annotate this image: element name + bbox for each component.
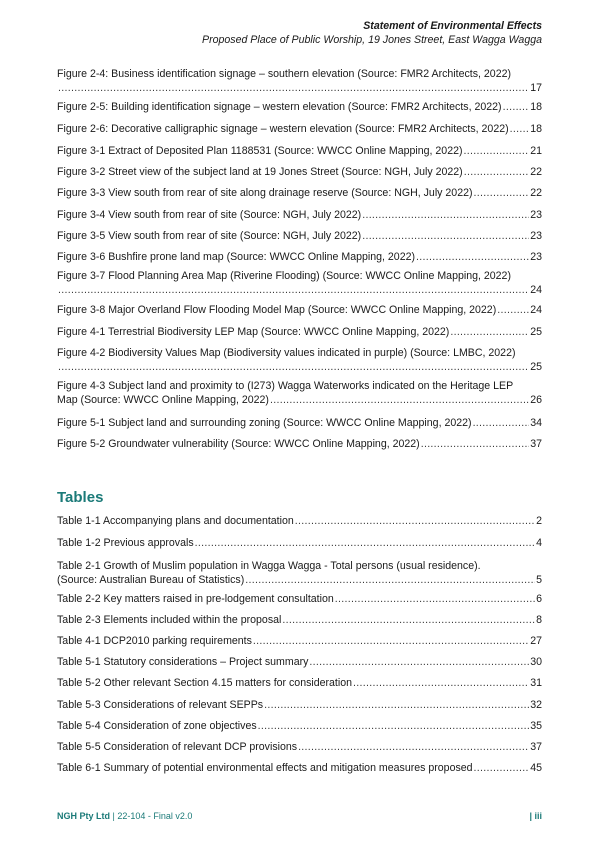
toc-page-number: 31 — [530, 677, 542, 689]
toc-page-number: 24 — [530, 283, 542, 296]
dot-leader — [416, 251, 529, 265]
toc-page-number: 26 — [530, 393, 542, 406]
dot-leader — [362, 230, 529, 244]
toc-entry[interactable] — [57, 209, 542, 223]
dot-leader — [258, 720, 530, 734]
document-title: Statement of Environmental Effects — [363, 20, 542, 32]
toc-entry-text: Table 2-2 Key matters raised in pre-lodgement consultation — [57, 593, 334, 605]
toc-entry[interactable] — [57, 326, 542, 340]
toc-entry[interactable] — [57, 68, 542, 95]
toc-page-number: 18 — [530, 101, 542, 113]
toc-page-number: 8 — [536, 614, 542, 626]
toc-entry[interactable] — [57, 537, 542, 551]
dot-leader — [362, 209, 529, 223]
toc-entry-text: Figure 3-4 View south from rear of site (Source: NGH, July 2022) — [57, 209, 362, 221]
toc-page-number: 22 — [530, 166, 542, 178]
dot-leader — [309, 656, 529, 670]
toc-entry[interactable] — [57, 417, 542, 431]
page-footer — [57, 811, 542, 821]
toc-entry-text: Figure 3-8 Major Overland Flow Flooding Model Map (Source: WWCC Online Mapping, 2022) — [57, 304, 497, 316]
toc-page-number: 21 — [530, 145, 542, 157]
dot-leader — [253, 635, 529, 649]
toc-entry[interactable] — [57, 762, 542, 776]
toc-entry-text: Figure 4-1 Terrestrial Biodiversity LEP Map (Source: WWCC Online Mapping, 2022) — [57, 326, 450, 338]
toc-entry-text: Figure 3-5 View south from rear of site (Source: NGH, July 2022) — [57, 230, 362, 242]
toc-entry[interactable] — [57, 656, 542, 670]
toc-entry-text: Table 1-2 Previous approvals — [57, 537, 194, 549]
dot-leader — [473, 417, 530, 431]
toc-entry-text: Figure 2-5: Building identification signage – western elevation (Source: FMR2 Architects, 2022) — [57, 101, 502, 113]
toc-page-number: 25 — [530, 360, 542, 373]
toc-entry-text: Figure 2-4: Business identification signage – southern elevation (Source: FMR2 Architects, 2022) — [57, 68, 512, 80]
dot-leader — [245, 574, 535, 588]
dot-leader — [497, 304, 529, 318]
toc-entry[interactable] — [57, 677, 542, 691]
toc-entry[interactable] — [57, 614, 542, 628]
toc-entry-text: (Source: Australian Bureau of Statistics) — [57, 573, 245, 586]
toc-page-number: 24 — [530, 304, 542, 316]
toc-entry[interactable] — [57, 304, 542, 318]
toc-entry[interactable] — [57, 560, 542, 587]
toc-entry-text: Figure 3-2 Street view of the subject land at 19 Jones Street (Source: NGH, July 2022) — [57, 166, 463, 178]
document-subtitle: Proposed Place of Public Worship, 19 Jones Street, East Wagga Wagga — [202, 34, 542, 46]
toc-page-number: 35 — [530, 720, 542, 732]
toc-page-number: 2 — [536, 515, 542, 527]
toc-page-number: 17 — [530, 81, 542, 94]
toc-entry[interactable] — [57, 166, 542, 180]
toc-entry[interactable] — [57, 438, 542, 452]
toc-page-number: 27 — [530, 635, 542, 647]
toc-entry[interactable] — [57, 741, 542, 755]
toc-page-number: 23 — [530, 251, 542, 263]
toc-page-number: 4 — [536, 537, 542, 549]
toc-page-number: 5 — [536, 573, 542, 586]
footer-version: | 22-104 - Final v2.0 — [110, 811, 193, 821]
toc-page-number: 25 — [530, 326, 542, 338]
dot-leader — [464, 166, 529, 180]
toc-entry-text: Table 5-3 Considerations of relevant SEPPs — [57, 699, 264, 711]
dot-leader — [264, 699, 529, 713]
toc-entry-text: Figure 3-1 Extract of Deposited Plan 1188531 (Source: WWCC Online Mapping, 2022) — [57, 145, 463, 157]
toc-entry[interactable] — [57, 593, 542, 607]
toc-page-number: 23 — [530, 230, 542, 242]
dot-leader — [295, 515, 535, 529]
toc-entry-text: Figure 3-6 Bushfire prone land map (Source: WWCC Online Mapping, 2022) — [57, 251, 415, 263]
dot-leader — [270, 394, 529, 408]
toc-entry[interactable] — [57, 635, 542, 649]
dot-leader — [298, 741, 529, 755]
toc-entry-text: Table 5-2 Other relevant Section 4.15 matters for consideration — [57, 677, 353, 689]
toc-entry-text: Table 5-1 Statutory considerations – Project summary — [57, 656, 309, 668]
toc-entry[interactable] — [57, 347, 542, 374]
toc-entry-text: Figure 3-7 Flood Planning Area Map (Riverine Flooding) (Source: WWCC Online Mapping, 2022) — [57, 270, 511, 282]
toc-entry-text: Table 6-1 Summary of potential environmental effects and mitigation measures proposed — [57, 762, 473, 774]
toc-page-number: 34 — [530, 417, 542, 429]
toc-page-number: 18 — [530, 123, 542, 135]
footer-org: NGH Pty Ltd — [57, 811, 110, 821]
tables-heading: Tables — [57, 489, 104, 506]
toc-entry[interactable] — [57, 380, 542, 407]
toc-entry-text: Figure 5-1 Subject land and surrounding zoning (Source: WWCC Online Mapping, 2022) — [57, 417, 472, 429]
toc-page-number: 23 — [530, 209, 542, 221]
toc-entry[interactable] — [57, 720, 542, 734]
toc-entry[interactable] — [57, 123, 542, 137]
footer-page-number: | iii — [529, 811, 542, 821]
toc-entry-text: Map (Source: WWCC Online Mapping, 2022) — [57, 393, 269, 406]
toc-page-number: 37 — [530, 741, 542, 753]
dot-leader — [282, 614, 535, 628]
toc-entry[interactable] — [57, 251, 542, 265]
toc-page-number: 37 — [530, 438, 542, 450]
dot-leader — [58, 82, 529, 96]
dot-leader — [510, 123, 530, 137]
dot-leader — [58, 361, 529, 375]
dot-leader — [450, 326, 529, 340]
dot-leader — [195, 537, 535, 551]
toc-page-number: 6 — [536, 593, 542, 605]
toc-entry-text: Table 2-3 Elements included within the proposal — [57, 614, 282, 626]
toc-entry-text: Figure 5-2 Groundwater vulnerability (Source: WWCC Online Mapping, 2022) — [57, 438, 420, 450]
toc-entry[interactable] — [57, 230, 542, 244]
dot-leader — [474, 187, 530, 201]
toc-entry-text: Figure 2-6: Decorative calligraphic signage – western elevation (Source: FMR2 Architects, 2022) — [57, 123, 509, 135]
toc-entry-text: Table 2-1 Growth of Muslim population in Wagga Wagga - Total persons (usual residence). — [57, 560, 481, 572]
toc-entry[interactable] — [57, 145, 542, 159]
dot-leader — [421, 438, 530, 452]
toc-entry-text: Table 5-4 Consideration of zone objectives — [57, 720, 257, 732]
toc-page-number: 45 — [530, 762, 542, 774]
dot-leader — [474, 762, 530, 776]
dot-leader — [464, 145, 530, 159]
dot-leader — [353, 677, 529, 691]
page-header — [202, 19, 542, 47]
toc-entry-text: Figure 4-2 Biodiversity Values Map (Biodiversity values indicated in purple) (Source: LMBC, 2022) — [57, 347, 516, 359]
toc-page-number: 22 — [530, 187, 542, 199]
toc-entry[interactable] — [57, 101, 542, 115]
toc-entry[interactable] — [57, 270, 542, 297]
toc-entry-text: Table 5-5 Consideration of relevant DCP provisions — [57, 741, 298, 753]
toc-page-number: 30 — [530, 656, 542, 668]
dot-leader — [58, 284, 529, 298]
dot-leader — [503, 101, 530, 115]
toc-entry[interactable] — [57, 515, 542, 529]
toc-entry[interactable] — [57, 699, 542, 713]
dot-leader — [335, 593, 535, 607]
toc-page-number: 32 — [530, 699, 542, 711]
toc-entry-text: Table 4-1 DCP2010 parking requirements — [57, 635, 252, 647]
toc-entry[interactable] — [57, 187, 542, 201]
toc-entry-text: Figure 3-3 View south from rear of site along drainage reserve (Source: NGH, July 2022) — [57, 187, 473, 199]
toc-entry-text: Figure 4-3 Subject land and proximity to (I273) Wagga Waterworks indicated on the Heritage LEP — [57, 380, 514, 392]
toc-entry-text: Table 1-1 Accompanying plans and documentation — [57, 515, 294, 527]
